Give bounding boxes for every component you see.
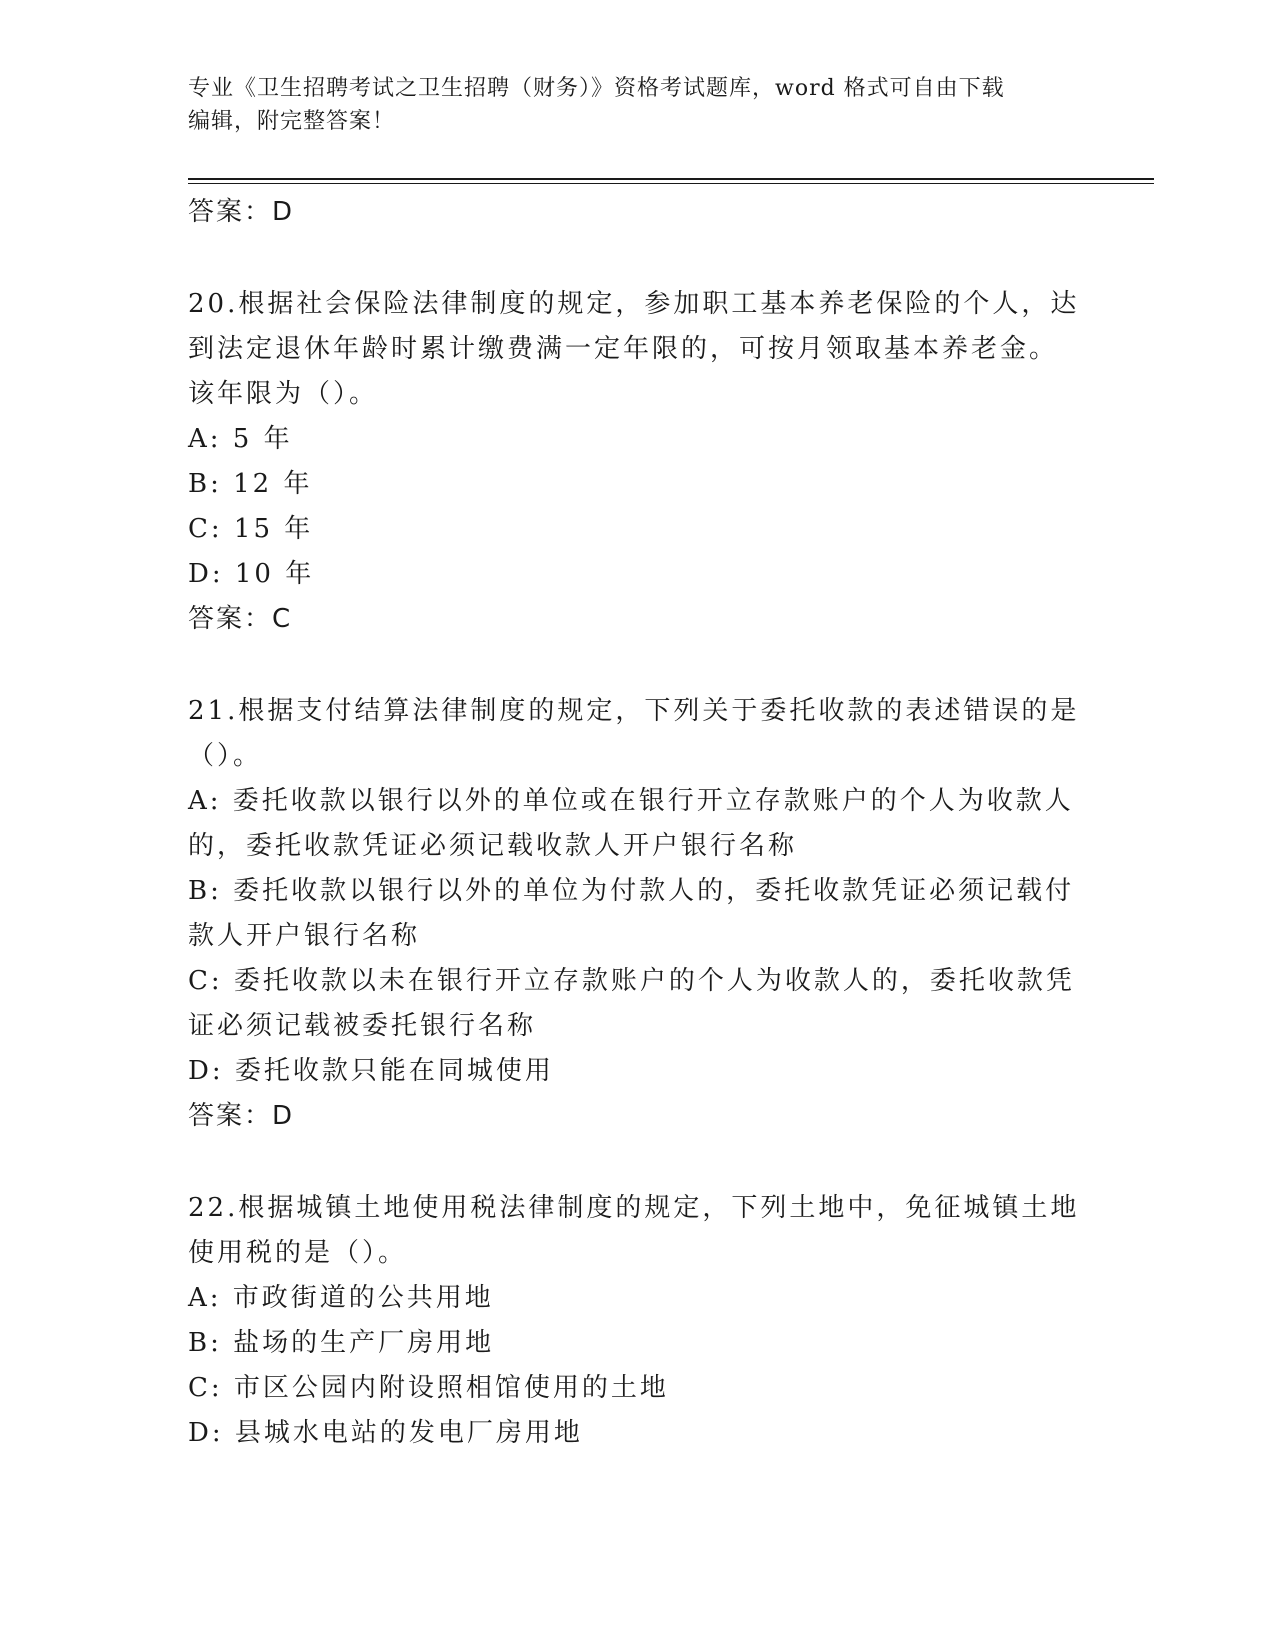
question-stem-line: 使用税的是（）。	[188, 1238, 408, 1268]
option-a: A: 市政街道的公共用地	[188, 1283, 494, 1313]
header-line-2: 编辑，附完整答案！	[188, 109, 396, 134]
question-stem-line: （）。	[188, 741, 263, 771]
option-c-continued: 证必须记载被委托银行名称	[188, 1011, 537, 1041]
question-stem-line: 到法定退休年龄时累计缴费满一定年限的，可按月领取基本养老金。	[188, 334, 1059, 364]
question-stem-line: 22.根据城镇土地使用税法律制度的规定，下列土地中，免征城镇土地	[188, 1193, 1080, 1223]
option-a-continued: 的，委托收款凭证必须记载收款人开户银行名称	[188, 831, 798, 861]
answer-line: 答案：D	[188, 1101, 295, 1131]
spacer	[188, 642, 1088, 689]
question-21	[188, 689, 1088, 1139]
option-b: B: 盐场的生产厂房用地	[188, 1328, 495, 1358]
option-b: B: 12 年	[188, 469, 313, 499]
question-content	[188, 190, 1088, 1456]
option-a: A: 委托收款以银行以外的单位或在银行开立存款账户的个人为收款人	[188, 786, 1074, 816]
spacer	[188, 1139, 1088, 1186]
question-stem-line: 20.根据社会保险法律制度的规定，参加职工基本养老保险的个人，达	[188, 289, 1080, 319]
question-20	[188, 282, 1088, 642]
header-divider-thick	[188, 178, 1154, 180]
answer-line: 答案：C	[188, 604, 293, 634]
option-d: D: 10 年	[188, 559, 315, 589]
option-c: C: 市区公园内附设照相馆使用的土地	[188, 1373, 669, 1403]
header-divider-thin	[188, 183, 1154, 184]
page-header	[188, 72, 1068, 138]
option-b-continued: 款人开户银行名称	[188, 921, 421, 951]
option-b: B: 委托收款以银行以外的单位为付款人的，委托收款凭证必须记载付	[188, 876, 1075, 906]
option-d: D: 县城水电站的发电厂房用地	[188, 1418, 583, 1448]
option-d: D: 委托收款只能在同城使用	[188, 1056, 554, 1086]
header-line-1: 专业《卫生招聘考试之卫生招聘（财务）》资格考试题库，word 格式可自由下载	[188, 76, 1005, 101]
option-c: C: 委托收款以未在银行开立存款账户的个人为收款人的，委托收款凭	[188, 966, 1075, 996]
spacer	[188, 235, 1088, 282]
previous-answer: 答案：D	[188, 197, 295, 227]
question-22	[188, 1186, 1088, 1456]
option-a: A: 5 年	[188, 424, 293, 454]
question-stem-line: 21.根据支付结算法律制度的规定，下列关于委托收款的表述错误的是	[188, 696, 1080, 726]
option-c: C: 15 年	[188, 514, 314, 544]
question-stem-line: 该年限为（）。	[188, 379, 379, 409]
